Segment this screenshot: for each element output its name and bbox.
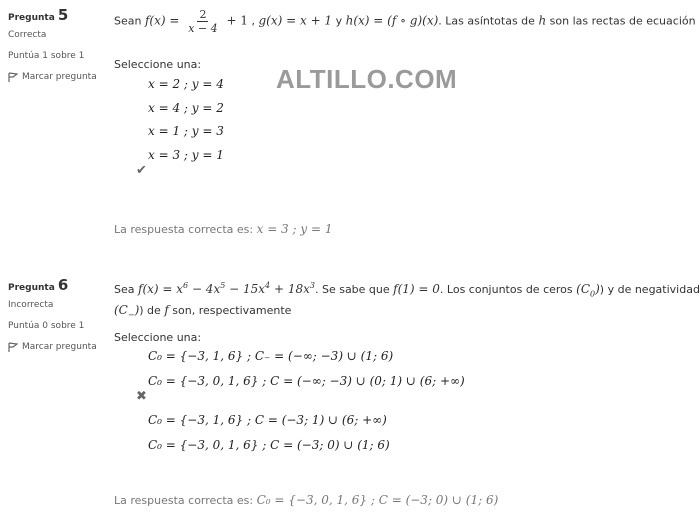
q6-option-1[interactable]: C₀ = {−3, 1, 6} ; C₋ = (−∞; −3) ∪ (1; 6) <box>148 349 394 363</box>
q5-option-2[interactable]: x = 4 ; y = 2 <box>148 101 224 115</box>
q5-option-3[interactable]: x = 1 ; y = 3 <box>148 124 224 138</box>
incorrect-cross-icon: ✖ <box>136 389 147 404</box>
flag-label: Marcar pregunta <box>22 72 97 82</box>
watermark: ALTILLO.COM <box>276 64 458 94</box>
q5-option-1[interactable]: x = 2 ; y = 4 <box>148 77 224 91</box>
q6-option-4[interactable]: C₀ = {−3, 0, 1, 6} ; C = (−3; 0) ∪ (1; 6) <box>148 438 390 452</box>
flag-icon <box>8 72 18 82</box>
question-5-text: Sean f(x) = $\frac{2}{x - 4}$ + 1 , g(x) = x + 1 y h(x) = (f ∘ g)(x). Las asíntotas de h son las rectas de ecuación <box>114 8 696 35</box>
question-5-content <box>114 8 700 35</box>
flag-icon <box>8 342 18 352</box>
correct-check-icon: ✔ <box>136 163 147 178</box>
question-5-grade: Puntúa 1 sobre 1 <box>8 51 85 61</box>
question-6-content <box>114 277 700 324</box>
question-6-prompt: Seleccione una: <box>114 331 202 344</box>
q5-option-4[interactable]: x = 3 ; y = 1 <box>148 148 224 162</box>
question-6-state: Incorrecta <box>8 300 54 310</box>
question-5-feedback: La respuesta correcta es: x = 3 ; y = 1 <box>114 222 333 236</box>
flag-label: Marcar pregunta <box>22 342 97 352</box>
question-5-title: Pregunta 5 <box>8 6 69 24</box>
question-6-text-line-1: Sea $f(x) = x^6 - 4x^5 - 15x^4 + 18x^3$. Se sabe que f(1) = 0. Los conjuntos de ceros $(C_0)$) y de negatividad <box>114 281 700 299</box>
question-6-info <box>8 276 108 352</box>
q6-option-3[interactable]: C₀ = {−3, 1, 6} ; C = (−3; 1) ∪ (6; +∞) <box>148 413 387 427</box>
q6-option-2[interactable]: C₀ = {−3, 0, 1, 6} ; C = (−∞; −3) ∪ (0; 1) ∪ (6; +∞) <box>148 374 465 388</box>
flag-question-6[interactable] <box>8 342 108 352</box>
question-5-state: Correcta <box>8 30 47 40</box>
flag-question-5[interactable] <box>8 72 108 82</box>
question-6-text-line-2: $(C_-)$) de f son, respectivamente <box>114 303 292 320</box>
question-5-prompt: Seleccione una: <box>114 58 202 71</box>
question-6-grade: Puntúa 0 sobre 1 <box>8 321 85 331</box>
question-5-info <box>8 6 108 82</box>
question-6-feedback: La respuesta correcta es: C₀ = {−3, 0, 1, 6} ; C = (−3; 0) ∪ (1; 6) <box>114 493 499 507</box>
question-6-title: Pregunta 6 <box>8 276 69 294</box>
